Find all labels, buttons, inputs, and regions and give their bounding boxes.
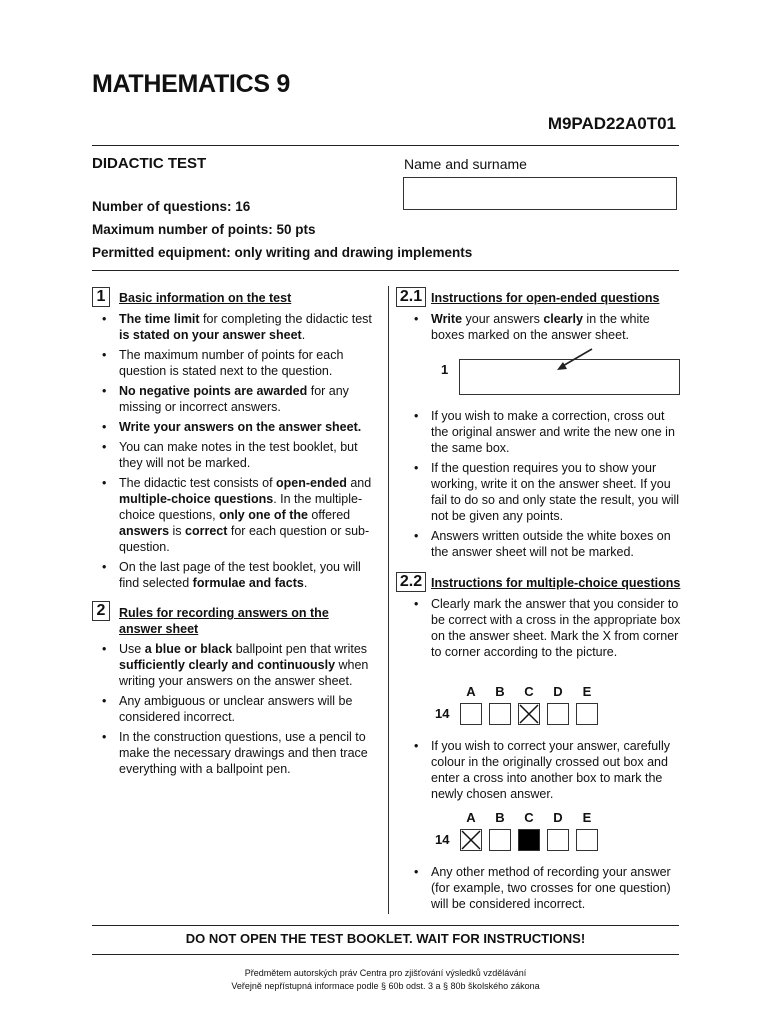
list-item: • Any ambiguous or unclear answers will be considered incorrect. xyxy=(100,693,376,725)
section-2-title: Rules for recording answers on the answer sheet xyxy=(119,606,329,636)
page-title: MATHEMATICS 9 xyxy=(92,70,290,98)
example-2-question-number: 14 xyxy=(435,832,450,847)
list-item: • In the construction questions, use a pencil to make the necessary drawings and then trace everything with a ballpoint pen. xyxy=(100,729,376,777)
section-2-2-list-b xyxy=(412,738,684,806)
letter-e: E xyxy=(582,810,592,825)
answer-box-e xyxy=(576,829,598,851)
list-item: • If you wish to make a correction, cross out the original answer and write the new one in the same box. xyxy=(412,408,682,456)
section-2-list xyxy=(100,641,376,781)
letter-c: C xyxy=(524,684,534,699)
section-1-list xyxy=(100,311,376,595)
answer-box-c-filled xyxy=(518,829,540,851)
answer-box-c-crossed xyxy=(518,703,540,725)
list-item: • If you wish to correct your answer, carefully colour in the originally crossed out box and enter a cross into another box to mark the newly chosen answer. xyxy=(412,738,684,802)
answer-box-e xyxy=(576,703,598,725)
letter-e: E xyxy=(582,684,592,699)
section-2-number: 2 xyxy=(92,601,110,621)
answer-box-a xyxy=(460,703,482,725)
info-divider xyxy=(92,270,679,271)
footer xyxy=(92,967,679,993)
list-item: • Write your answers on the answer sheet. xyxy=(100,419,376,435)
section-2-2-number: 2.2 xyxy=(396,572,426,592)
list-item: • You can make notes in the test booklet, but they will not be marked. xyxy=(100,439,376,471)
example-1-question-number: 14 xyxy=(435,706,450,721)
list-item: • Any other method of recording your answer (for example, two crosses for one question) will be considered incorrect. xyxy=(412,864,684,912)
test-code: M9PAD22A0T01 xyxy=(547,114,676,133)
name-field[interactable] xyxy=(403,177,677,210)
section-2-2-list-a xyxy=(412,596,684,664)
column-divider xyxy=(388,286,389,914)
letter-a: A xyxy=(466,684,476,699)
section-1-number: 1 xyxy=(92,287,110,307)
answer-box-b xyxy=(489,829,511,851)
list-item: • The didactic test consists of open-ended and multiple-choice questions. In the multiple-choice questions, only one of the offered answers is correct for each question or sub-question. xyxy=(100,475,376,555)
section-2-1-number: 2.1 xyxy=(396,287,426,307)
list-item: • Write your answers clearly in the white boxes marked on the answer sheet. xyxy=(412,311,682,343)
notice-text: DO NOT OPEN THE TEST BOOKLET. WAIT FOR INSTRUCTIONS! xyxy=(185,931,586,946)
list-item: • The maximum number of points for each question is stated next to the question. xyxy=(100,347,376,379)
cross-icon xyxy=(461,830,481,850)
example-question-number: 1 xyxy=(441,362,449,377)
answer-box-b xyxy=(489,703,511,725)
list-item: • If the question requires you to show your working, write it on the answer sheet. If you fail to do so and only state the result, you will not be given any points. xyxy=(412,460,682,524)
list-item: • Clearly mark the answer that you consider to be correct with a cross in the appropriate box on the answer sheet. Mark the X from corner to corner according to the picture. xyxy=(412,596,684,660)
letter-d: D xyxy=(553,684,563,699)
section-1-title: Basic information on the test xyxy=(119,291,292,305)
letter-a: A xyxy=(466,810,476,825)
footer-copyright: Předmětem autorských práv Centra pro zjišťování výsledků vzdělávání xyxy=(244,968,527,978)
answer-box-d xyxy=(547,829,569,851)
section-2-2-title: Instructions for multiple-choice questions xyxy=(431,576,681,590)
list-item: • Use a blue or black ballpoint pen that writes sufficiently clearly and continuously when writing your answers on the answer sheet. xyxy=(100,641,376,689)
letter-d: D xyxy=(553,810,563,825)
answer-box-d xyxy=(547,703,569,725)
letter-c: C xyxy=(524,810,534,825)
footer-legal: Veřejně nepřístupná informace podle § 60b odst. 3 a § 80b školského zákona xyxy=(231,981,540,991)
list-item: • Answers written outside the white boxes on the answer sheet will not be marked. xyxy=(412,528,682,560)
name-label: Name and surname xyxy=(404,156,527,172)
header-divider xyxy=(92,145,679,146)
list-item: • On the last page of the test booklet, you will find selected formulae and facts. xyxy=(100,559,376,591)
notice-top-divider xyxy=(92,925,679,926)
answer-box-a-crossed xyxy=(460,829,482,851)
list-item: • No negative points are awarded for any missing or incorrect answers. xyxy=(100,383,376,415)
letter-b: B xyxy=(495,810,505,825)
section-2-1-list-a xyxy=(412,311,682,347)
letter-b: B xyxy=(495,684,505,699)
list-item: • The time limit for completing the didactic test is stated on your answer sheet. xyxy=(100,311,376,343)
arrow-icon xyxy=(552,346,596,374)
permitted-equipment: Permitted equipment: only writing and drawing implements xyxy=(92,245,473,260)
test-type: DIDACTIC TEST xyxy=(92,155,207,172)
notice-bottom-divider xyxy=(92,954,679,955)
maximum-points: Maximum number of points: 50 pts xyxy=(92,222,316,237)
section-2-1-list-b xyxy=(412,408,682,564)
section-2-2-list-c xyxy=(412,864,684,916)
section-2-1-title: Instructions for open-ended questions xyxy=(431,291,660,305)
cross-icon xyxy=(519,704,539,724)
number-of-questions: Number of questions: 16 xyxy=(92,199,251,214)
